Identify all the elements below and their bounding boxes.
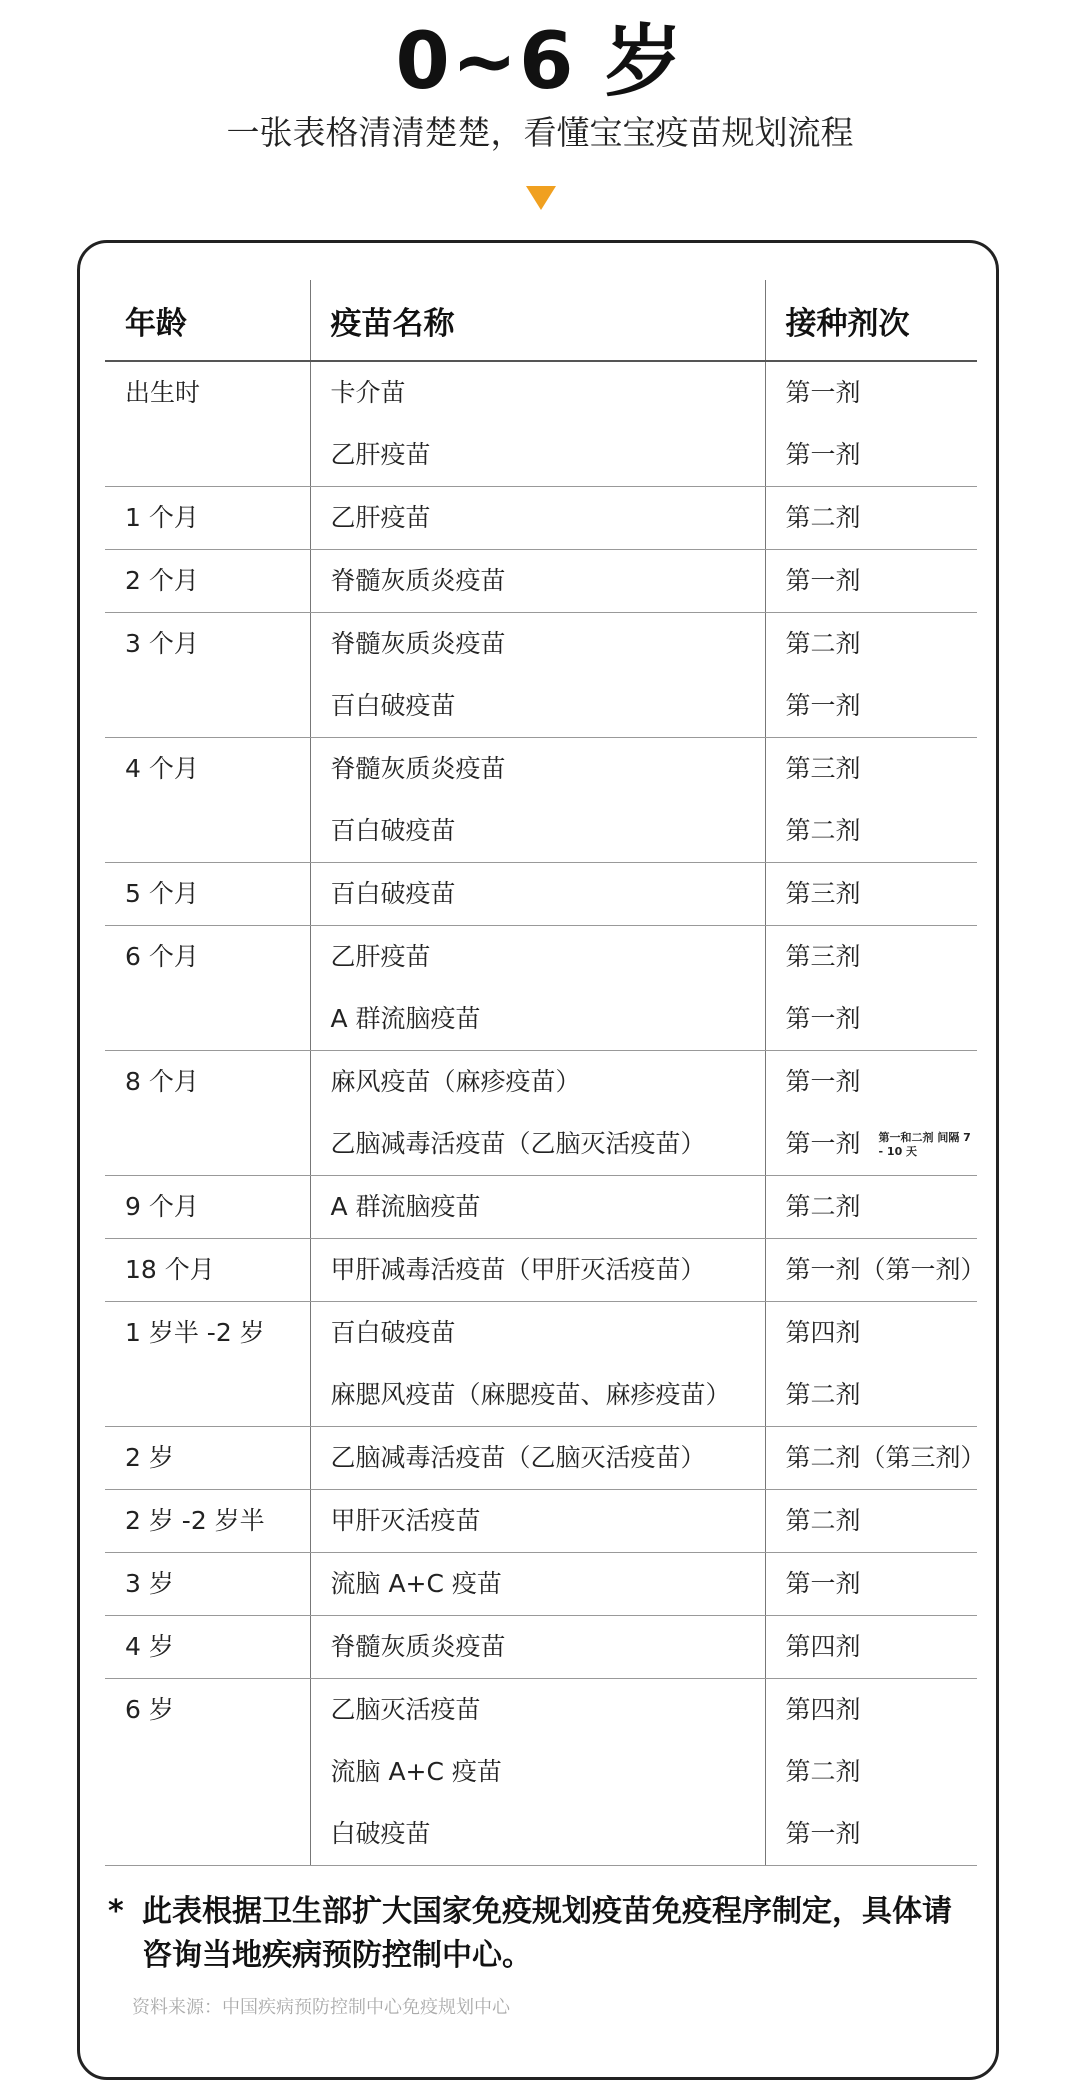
dose-label: 第一剂 xyxy=(785,1819,861,1848)
vaccine-cell xyxy=(310,361,765,487)
vaccine-name: A 群流脑疫苗 xyxy=(330,1004,481,1033)
dose-label: 第一剂 xyxy=(785,691,861,720)
age-label: 3 岁 xyxy=(125,1569,174,1598)
dose-line xyxy=(786,863,978,925)
dose-cell xyxy=(765,1051,977,1176)
vaccine-name: 白破疫苗 xyxy=(330,1819,431,1848)
vaccine-name: 甲肝灭活疫苗 xyxy=(330,1506,481,1535)
vaccine-cell xyxy=(310,738,765,863)
dose-label: 第一剂 xyxy=(785,1067,861,1096)
column-header-vaccine: 疫苗名称 xyxy=(310,280,765,361)
vaccine-cell xyxy=(310,1553,765,1616)
table-row xyxy=(105,1490,977,1553)
dose-cell xyxy=(765,613,977,738)
age-label: 4 个月 xyxy=(125,754,199,783)
vaccine-name: 脊髓灰质炎疫苗 xyxy=(330,754,506,783)
vaccine-cell xyxy=(310,1427,765,1490)
table-row xyxy=(105,1051,977,1176)
dose-line xyxy=(786,613,978,675)
dose-cell xyxy=(765,1239,986,1302)
vaccine-name: 乙脑减毒活疫苗（乙脑灭活疫苗） xyxy=(330,1443,706,1472)
age-cell xyxy=(105,487,310,550)
dose-line xyxy=(786,1741,978,1803)
dose-cell xyxy=(765,1176,977,1239)
age-cell xyxy=(105,738,310,863)
age-label: 4 岁 xyxy=(125,1632,174,1661)
table-row xyxy=(105,1176,977,1239)
age-label: 2 岁 -2 岁半 xyxy=(125,1506,265,1535)
dose-line xyxy=(785,1239,986,1301)
vaccine-cell xyxy=(310,613,765,738)
dose-label: 第二剂 xyxy=(785,503,861,532)
age-label: 6 岁 xyxy=(125,1695,174,1724)
dose-cell xyxy=(765,550,977,613)
vaccine-cell xyxy=(310,1239,765,1302)
table-row xyxy=(105,487,977,550)
dose-line xyxy=(786,1051,978,1113)
age-cell xyxy=(105,1302,310,1427)
age-label: 6 个月 xyxy=(125,942,199,971)
age-label: 5 个月 xyxy=(125,879,199,908)
table-row xyxy=(105,613,977,738)
age-label: 1 岁半 -2 岁 xyxy=(125,1318,265,1347)
age-label: 出生时 xyxy=(125,378,201,407)
column-header-age: 年龄 xyxy=(105,280,310,361)
dose-cell xyxy=(765,738,977,863)
page-subtitle: 一张表格清清楚楚，看懂宝宝疫苗规划流程 xyxy=(226,113,854,152)
dose-cell xyxy=(765,361,977,487)
vaccine-name: 乙肝疫苗 xyxy=(330,440,431,469)
dose-line xyxy=(786,424,978,486)
vaccine-name: A 群流脑疫苗 xyxy=(330,1192,481,1221)
table-row xyxy=(105,550,977,613)
age-cell xyxy=(105,1490,310,1553)
age-cell xyxy=(105,361,310,487)
dose-line xyxy=(786,800,978,862)
age-cell xyxy=(105,1616,310,1679)
dose-label: 第四剂 xyxy=(785,1318,861,1347)
dose-cell xyxy=(765,1679,977,1866)
vaccine-name: 乙脑减毒活疫苗（乙脑灭活疫苗） xyxy=(330,1129,706,1158)
dose-label: 第三剂 xyxy=(785,754,861,783)
dose-cell xyxy=(765,1427,986,1490)
vaccine-name: 乙肝疫苗 xyxy=(330,942,431,971)
age-label: 2 岁 xyxy=(125,1443,174,1472)
vaccine-cell xyxy=(310,926,765,1051)
vaccine-cell xyxy=(310,1490,765,1553)
vaccine-name: 乙肝疫苗 xyxy=(330,503,431,532)
vaccine-cell xyxy=(310,1679,765,1866)
vaccine-name: 甲肝减毒活疫苗（甲肝灭活疫苗） xyxy=(330,1255,706,1284)
table-row xyxy=(105,1302,977,1427)
table-row xyxy=(105,1616,977,1679)
table-row xyxy=(105,361,977,487)
age-label: 8 个月 xyxy=(125,1067,199,1096)
age-cell xyxy=(105,1051,310,1176)
dose-line xyxy=(786,675,978,737)
dose-line xyxy=(786,1803,978,1865)
dose-label: 第一剂（第一剂） xyxy=(785,1255,986,1284)
table-row xyxy=(105,1679,977,1866)
dose-cell xyxy=(765,1553,977,1616)
footnote-star: * xyxy=(108,1894,124,1929)
dose-line xyxy=(786,1302,978,1364)
age-cell xyxy=(105,1239,310,1302)
age-cell xyxy=(105,1427,310,1490)
dose-line xyxy=(786,362,978,424)
dose-label: 第一剂 xyxy=(785,1129,861,1158)
dose-line xyxy=(786,1679,978,1741)
dose-label: 第四剂 xyxy=(785,1632,861,1661)
dose-cell xyxy=(765,1616,977,1679)
vaccine-name: 百白破疫苗 xyxy=(330,879,456,908)
dose-line xyxy=(786,926,978,988)
dose-label: 第一剂 xyxy=(785,566,861,595)
table-row xyxy=(105,738,977,863)
dose-label: 第二剂（第三剂） xyxy=(785,1443,986,1472)
age-cell xyxy=(105,613,310,738)
dose-label: 第三剂 xyxy=(785,879,861,908)
dose-line xyxy=(786,738,978,800)
table-header-row xyxy=(105,280,977,361)
age-label: 3 个月 xyxy=(125,629,199,658)
vaccine-name: 脊髓灰质炎疫苗 xyxy=(330,566,506,595)
column-header-dose: 接种剂次 xyxy=(765,280,977,361)
dose-line xyxy=(785,1427,986,1489)
vaccine-cell xyxy=(310,863,765,926)
vaccine-name: 百白破疫苗 xyxy=(330,1318,456,1347)
vaccine-name: 麻风疫苗（麻疹疫苗） xyxy=(330,1067,581,1096)
vaccine-cell xyxy=(310,1616,765,1679)
vaccine-name: 百白破疫苗 xyxy=(330,691,456,720)
dose-label: 第三剂 xyxy=(785,942,861,971)
vaccine-cell xyxy=(310,1051,765,1176)
dose-cell xyxy=(765,1302,977,1427)
dose-label: 第二剂 xyxy=(785,1380,861,1409)
source-credit: 资料来源：中国疾病预防控制中心免疫规划中心 xyxy=(132,1997,510,2018)
dose-interval-note: 第一和二剂 间隔 7 - 10 天 xyxy=(878,1131,971,1158)
age-cell xyxy=(105,926,310,1051)
dose-cell xyxy=(765,1490,977,1553)
age-cell xyxy=(105,1679,310,1866)
dose-line xyxy=(786,1364,978,1426)
age-label: 2 个月 xyxy=(125,566,199,595)
dose-line xyxy=(786,1553,978,1615)
vaccine-name: 百白破疫苗 xyxy=(330,816,456,845)
dose-label: 第二剂 xyxy=(785,1757,861,1786)
dose-label: 第二剂 xyxy=(785,1506,861,1535)
vaccine-cell xyxy=(310,1176,765,1239)
vaccine-name: 麻腮风疫苗（麻腮疫苗、麻疹疫苗） xyxy=(330,1380,731,1409)
dose-label: 第一剂 xyxy=(785,1569,861,1598)
dose-line xyxy=(786,988,978,1050)
dose-line xyxy=(786,1113,978,1175)
dose-line xyxy=(786,550,978,612)
down-arrow-icon xyxy=(526,186,556,210)
dose-line xyxy=(786,1616,978,1678)
dose-cell xyxy=(765,487,977,550)
dose-label: 第二剂 xyxy=(785,1192,861,1221)
footnote-text: 此表根据卫生部扩大国家免疫规划疫苗免疫程序制定，具体请咨询当地疾病预防控制中心。 xyxy=(142,1894,952,1973)
dose-label: 第一剂 xyxy=(785,1004,861,1033)
vaccine-name: 乙脑灭活疫苗 xyxy=(330,1695,481,1724)
page-title: 0~6 岁 xyxy=(395,17,685,107)
table-row xyxy=(105,1427,977,1490)
age-cell xyxy=(105,1553,310,1616)
footnote xyxy=(108,1890,968,1978)
dose-label: 第二剂 xyxy=(785,629,861,658)
table-row xyxy=(105,1239,977,1302)
vaccine-name: 脊髓灰质炎疫苗 xyxy=(330,629,506,658)
table-row xyxy=(105,926,977,1051)
vaccine-schedule-table xyxy=(105,280,986,1866)
vaccine-cell xyxy=(310,487,765,550)
vaccine-name: 流脑 A+C 疫苗 xyxy=(330,1569,502,1598)
age-label: 18 个月 xyxy=(125,1255,215,1284)
dose-label: 第一剂 xyxy=(785,440,861,469)
age-cell xyxy=(105,863,310,926)
dose-cell xyxy=(765,863,977,926)
vaccine-cell xyxy=(310,1302,765,1427)
vaccine-cell xyxy=(310,550,765,613)
table-row xyxy=(105,1553,977,1616)
vaccine-name: 流脑 A+C 疫苗 xyxy=(330,1757,502,1786)
dose-line xyxy=(786,1490,978,1552)
dose-label: 第一剂 xyxy=(785,378,861,407)
vaccine-name: 卡介苗 xyxy=(330,378,406,407)
vaccine-name: 脊髓灰质炎疫苗 xyxy=(330,1632,506,1661)
dose-cell xyxy=(765,926,977,1051)
dose-line xyxy=(786,1176,978,1238)
dose-label: 第二剂 xyxy=(785,816,861,845)
age-cell xyxy=(105,1176,310,1239)
age-cell xyxy=(105,550,310,613)
dose-label: 第四剂 xyxy=(785,1695,861,1724)
age-label: 9 个月 xyxy=(125,1192,199,1221)
dose-line xyxy=(786,487,978,549)
table-row xyxy=(105,863,977,926)
age-label: 1 个月 xyxy=(125,503,199,532)
